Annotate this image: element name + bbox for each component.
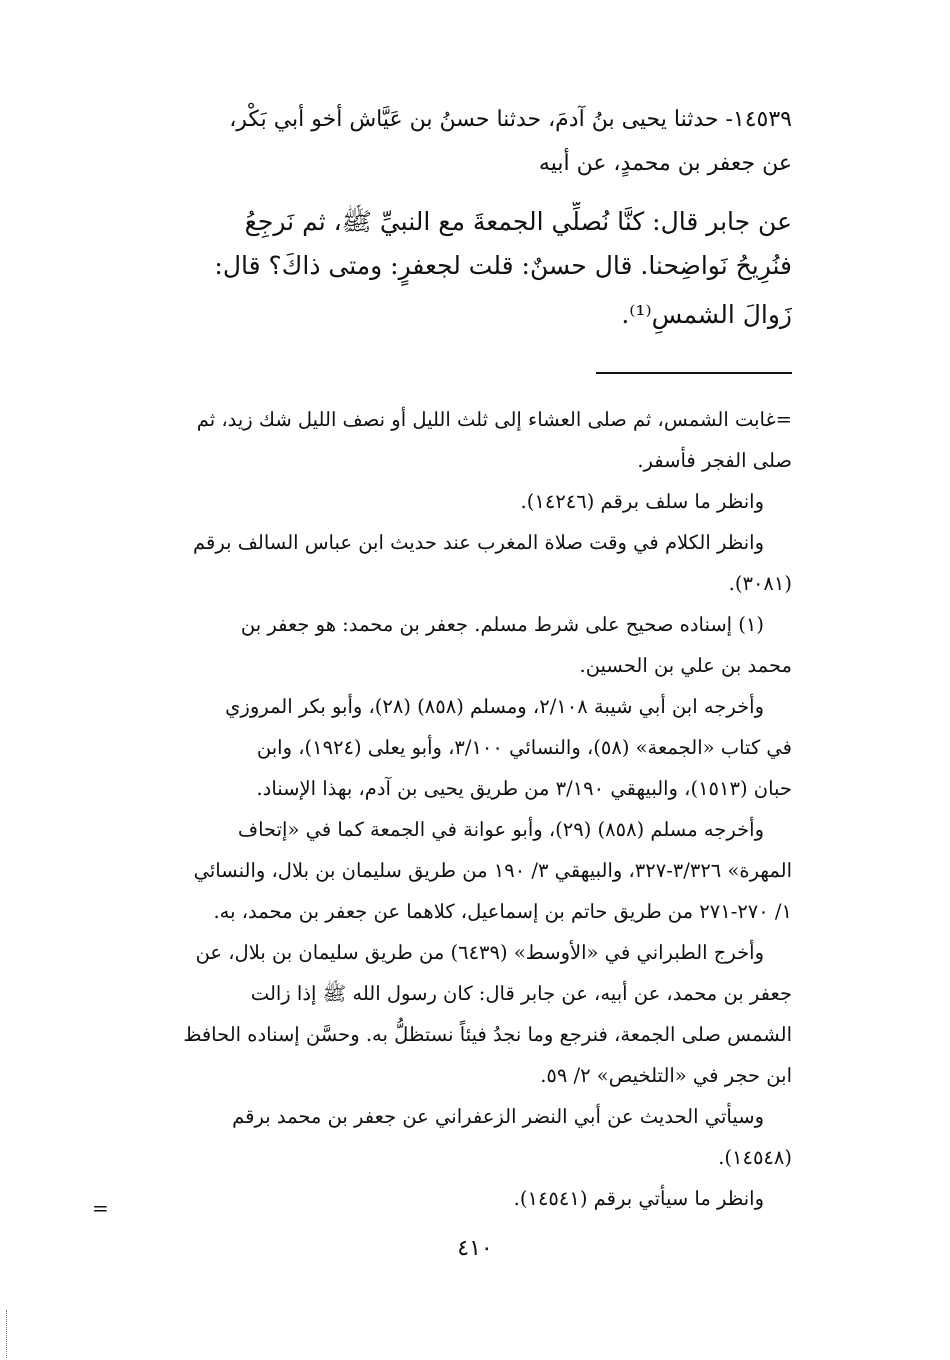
takhrij-line: ١/ ٢٧٠-٢٧١ من طريق حاتم بن إسماعيل، كلاهما عن جعفر بن محمد، به. bbox=[213, 900, 792, 923]
hadith-chain bbox=[108, 98, 792, 186]
footnote-1-line: (١) إسناده صحيح على شرط مسلم. جعفر بن محمد: هو جعفر بن bbox=[240, 613, 764, 636]
continuation-mark: = bbox=[92, 1196, 109, 1220]
footnote-continuation-line: =غابت الشمس، ثم صلى العشاء إلى ثلث الليل أو نصف الليل شك زيد، ثم bbox=[196, 408, 792, 431]
see-reference: وانظر ما سلف برقم (١٤٢٤٦). bbox=[520, 490, 764, 513]
see-reference: وانظر ما سيأتي برقم (١٤٥٤١). bbox=[513, 1187, 764, 1210]
hadith-text bbox=[108, 202, 792, 340]
see-reference-line: وسيأتي الحديث عن أبي النضر الزعفراني عن جعفر بن محمد برقم bbox=[232, 1105, 764, 1128]
takhrij-line: الشمس صلى الجمعة، فنرجع وما نجدُ فيئاً نستظلُّ به. وحسَّن إسناده الحافظ bbox=[183, 1023, 792, 1046]
footnote-1-line: محمد بن علي بن الحسين. bbox=[579, 654, 792, 677]
footnote-separator bbox=[596, 372, 792, 374]
takhrij-line: وأخرجه مسلم (٨٥٨) (٢٩)، وأبو عوانة في الجمعة كما في «إتحاف bbox=[237, 818, 764, 841]
see-reference-line: وانظر الكلام في وقت صلاة المغرب عند حديث ابن عباس السالف برقم bbox=[193, 531, 764, 554]
hadith-text-line: زَوالَ الشمسِ⁽¹⁾. bbox=[621, 300, 792, 329]
takhrij-line: المهرة» ٣/٣٢٦-٣٢٧، والبيهقي ٣/ ١٩٠ من طريق سليمان بن بلال، والنسائي bbox=[193, 859, 792, 882]
see-reference-line: (١٤٥٤٨). bbox=[718, 1146, 792, 1169]
footnotes bbox=[100, 399, 792, 1219]
hadith-chain-line: عن جعفر بن محمدٍ، عن أبيه bbox=[538, 151, 792, 176]
hadith-number-line: ١٤٥٣٩- حدثنا يحيى بنُ آدمَ، حدثنا حسنُ بن عَيَّاش أخو أبي بَكْر، bbox=[229, 107, 792, 132]
takhrij-line: جعفر بن محمد، عن أبيه، عن جابر قال: كان رسول الله ﷺ إذا زالت bbox=[250, 982, 792, 1005]
hadith-text-line: فنُرِيحُ نَواضِحنا. قال حسنٌ: قلت لجعفرٍ: ومتى ذاكَ؟ قال: bbox=[214, 251, 792, 280]
footnote-continuation-line: صلى الفجر فأسفر. bbox=[637, 449, 792, 472]
see-reference-line: (٣٠٨١). bbox=[728, 572, 792, 595]
takhrij-line: وأخرجه ابن أبي شيبة ٢/١٠٨، ومسلم (٨٥٨) (٢٨)، وأبو بكر المروزي bbox=[225, 695, 764, 718]
scan-edge-marks bbox=[6, 1310, 10, 1358]
takhrij-line: في كتاب «الجمعة» (٥٨)، والنسائي ٣/١٠٠، وأبو يعلى (١٩٢٤)، وابن bbox=[256, 736, 792, 759]
takhrij-line: وأخرج الطبراني في «الأوسط» (٦٤٣٩) من طريق سليمان بن بلال، عن bbox=[195, 941, 764, 964]
page-number: ٤١٠ bbox=[457, 1236, 493, 1261]
hadith-text-line: عن جابر قال: كنَّا نُصلِّي الجمعةَ مع النبيِّ ﷺ، ثم نَرجِعُ bbox=[244, 207, 792, 236]
takhrij-line: حبان (١٥١٣)، والبيهقي ٣/١٩٠ من طريق يحيى بن آدم، بهذا الإسناد. bbox=[256, 777, 792, 800]
takhrij-line: ابن حجر في «التلخيص» ٢/ ٥٩. bbox=[540, 1064, 792, 1087]
